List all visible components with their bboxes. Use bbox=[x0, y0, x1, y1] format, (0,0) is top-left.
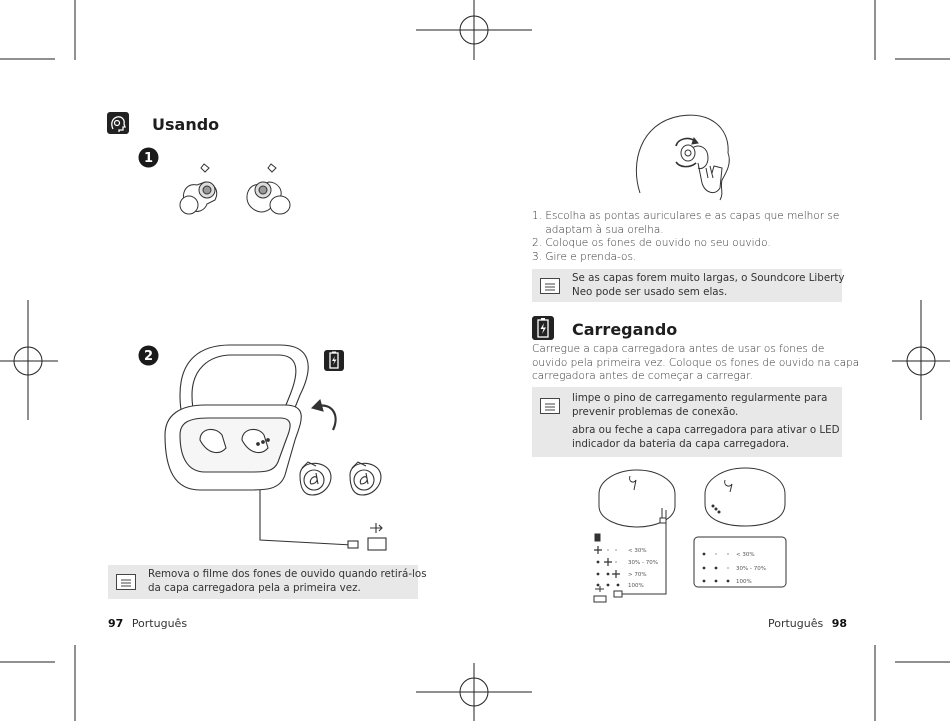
battery-level-label: 100% bbox=[628, 583, 644, 589]
page-number-right: 98 bbox=[831, 617, 848, 630]
instruction-item: 3. Gire e prenda-os. bbox=[532, 250, 637, 263]
section-title-usando: Usando bbox=[152, 115, 220, 134]
page-number-left: 97 bbox=[108, 617, 124, 630]
charging-intro-line: carregadora antes de começar a carregar. bbox=[532, 370, 753, 382]
note-line: prevenir problemas de conexão. bbox=[572, 405, 739, 418]
footer-right bbox=[768, 617, 847, 630]
note-line: Remova o filme dos fones de ouvido quando retirá-los bbox=[148, 568, 427, 580]
note-line: abra ou feche a capa carregadora para ativar o LED bbox=[572, 424, 840, 436]
note-ear-wings bbox=[532, 269, 845, 302]
note-line: limpe o pino de carregamento regularmente para bbox=[572, 392, 828, 404]
battery-level-label: 100% bbox=[736, 579, 752, 585]
footer-left bbox=[108, 617, 187, 630]
battery-level-label: > 70% bbox=[628, 572, 647, 578]
note-icon bbox=[540, 398, 560, 414]
svg-text:1: 1 bbox=[143, 151, 154, 166]
battery-level-label: < 30% bbox=[628, 548, 647, 554]
charging-case-illustration bbox=[160, 340, 410, 555]
instruction-list bbox=[532, 210, 839, 264]
battery-level-label: 30% - 70% bbox=[628, 560, 658, 566]
svg-text:2: 2 bbox=[143, 349, 154, 364]
note-icon bbox=[116, 574, 136, 590]
earbud-tips-illustration bbox=[175, 160, 300, 220]
battery-charging-icon bbox=[532, 316, 554, 340]
battery-led-diagram bbox=[590, 462, 790, 612]
battery-level-label: 30% - 70% bbox=[736, 566, 766, 572]
section-title-carregando: Carregando bbox=[572, 320, 678, 339]
step-1-badge bbox=[138, 147, 159, 168]
footer-language-right: Português bbox=[768, 617, 824, 630]
charging-intro-line: ouvido pela primeira vez. Coloque os fones de ouvido na capa bbox=[532, 356, 860, 369]
instruction-item: 2. Coloque os fones de ouvido no seu ouvido. bbox=[532, 237, 771, 249]
note-line: indicador da bateria da capa carregadora. bbox=[572, 437, 790, 450]
footer-language-left: Português bbox=[131, 617, 188, 630]
note-line: Neo pode ser usado sem elas. bbox=[572, 285, 728, 298]
charging-intro-line: Carregue a capa carregadora antes de usar os fones de bbox=[532, 343, 825, 355]
ear-insertion-illustration bbox=[630, 108, 745, 208]
note-charging-tips bbox=[532, 387, 842, 457]
earbud-user-icon bbox=[107, 112, 129, 134]
instruction-item: 1. Escolha as pontas auriculares e as capas que melhor se bbox=[532, 210, 840, 222]
note-remove-film bbox=[108, 565, 427, 599]
instruction-item: adaptam à sua orelha. bbox=[532, 223, 664, 236]
note-line: da capa carregadora pela a primeira vez. bbox=[148, 581, 361, 594]
step-2-badge bbox=[138, 345, 159, 366]
note-line: Se as capas forem muito largas, o Soundcore Liberty bbox=[572, 272, 845, 284]
charging-intro bbox=[532, 343, 859, 384]
note-icon bbox=[540, 278, 560, 294]
led-dots-left bbox=[594, 546, 620, 586]
battery-level-label: < 30% bbox=[736, 552, 755, 558]
